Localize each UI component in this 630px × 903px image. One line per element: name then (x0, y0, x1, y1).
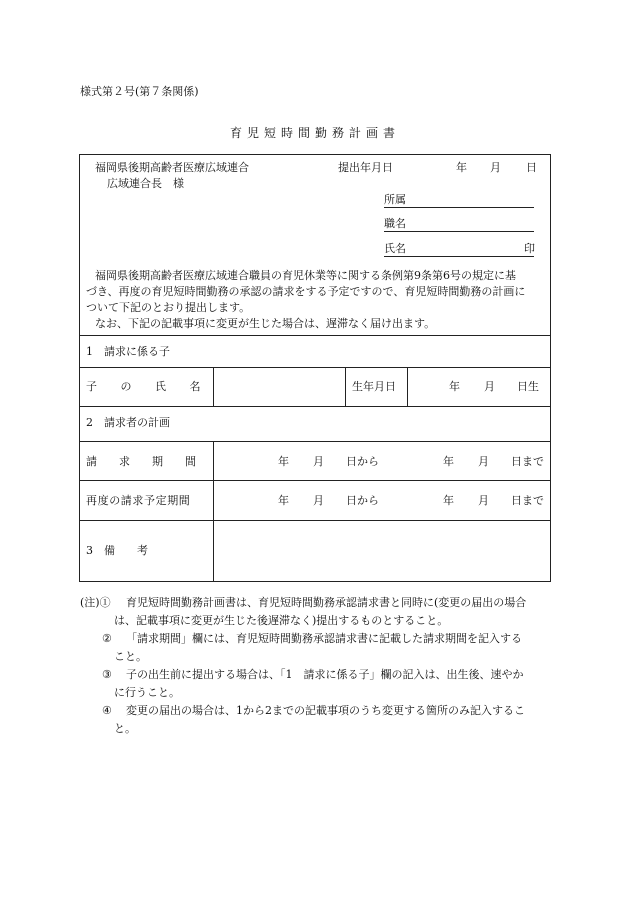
child-name-field[interactable] (223, 374, 337, 400)
note-line: 「請求期間」欄には、育児短時間勤務承認請求書に記載した請求期間を記入する (126, 632, 522, 645)
note-marker: (注)① (80, 596, 111, 609)
form-table (79, 154, 551, 582)
position-field[interactable] (384, 231, 534, 232)
re-period-start-day: 日から (346, 494, 379, 507)
submit-date-label: 提出年月日 (338, 161, 393, 174)
period-end-month: 月 (478, 455, 489, 468)
form-number-label: 様式第２号(第７条関係) (80, 85, 199, 98)
note-marker: ② (102, 632, 112, 645)
birth-year-label: 年 (449, 380, 460, 393)
birth-day-label: 日生 (517, 380, 539, 393)
seal-mark: 印 (524, 242, 535, 255)
note-line: 変更の届出の場合は、1から2までの記載事項のうち変更する箇所のみ記入するこ (126, 704, 525, 717)
divider (80, 480, 550, 481)
note-item (80, 666, 560, 702)
child-name-label: 子 の 氏 名 (86, 380, 201, 393)
re-period-end-year: 年 (443, 494, 454, 507)
note-item (80, 630, 560, 666)
divider (407, 367, 408, 406)
addressee-line2: 広域連合長 様 (107, 177, 184, 190)
re-period-start-month: 月 (313, 494, 324, 507)
note-line: は、記載事項に変更が生じた後遅滞なく)提出するものとすること。 (114, 614, 449, 627)
notes-section (80, 594, 560, 738)
section1-heading: 1 請求に係る子 (86, 345, 170, 358)
body-text-line3: ついて下記のとおり提出します。 (86, 301, 251, 314)
period-start-month: 月 (313, 455, 324, 468)
submit-month-label: 月 (490, 161, 501, 174)
note-line: と。 (114, 722, 136, 735)
period-end-day: 日まで (511, 455, 544, 468)
note-item (80, 702, 560, 738)
divider (213, 367, 214, 406)
re-period-end-day: 日まで (511, 494, 544, 507)
section3-heading: 3 備 考 (86, 544, 148, 557)
birth-month-label: 月 (484, 380, 495, 393)
divider (80, 441, 550, 442)
note-item (80, 594, 560, 630)
note-line: こと。 (114, 650, 147, 663)
divider (80, 367, 550, 368)
period-start-day: 日から (346, 455, 379, 468)
note-marker: ④ (102, 704, 112, 717)
birth-date-label: 生年月日 (352, 380, 396, 393)
re-request-period-label: 再度の請求予定期間 (86, 494, 191, 507)
affiliation-label: 所属 (384, 193, 406, 206)
period-end-year: 年 (443, 455, 454, 468)
document-title: 育児短時間勤務計画書 (229, 126, 400, 140)
divider (80, 520, 550, 521)
divider (213, 441, 214, 582)
re-period-start-year: 年 (278, 494, 289, 507)
request-period-label: 請 求 期 間 (86, 455, 196, 468)
position-label: 職名 (384, 217, 406, 230)
submit-year-label: 年 (456, 161, 467, 174)
name-label: 氏名 (384, 242, 406, 255)
divider (80, 406, 550, 407)
note-marker: ③ (102, 668, 112, 681)
body-text-line4: なお、下記の記載事項に変更が生じた場合は、遅滞なく届け出ます。 (95, 317, 436, 330)
re-period-end-month: 月 (478, 494, 489, 507)
name-field[interactable] (384, 256, 534, 257)
remarks-field[interactable] (223, 527, 543, 575)
divider (80, 335, 550, 336)
note-line: 育児短時間勤務計画書は、育児短時間勤務承認請求書と同時に(変更の届出の場合 (126, 596, 527, 609)
divider (345, 367, 346, 406)
addressee-line1: 福岡県後期高齢者医療広域連合 (95, 161, 249, 174)
note-line: 子の出生前に提出する場合は、「1 請求に係る子」欄の記入は、出生後、速やか (126, 668, 524, 681)
period-start-year: 年 (278, 455, 289, 468)
submit-day-label: 日 (526, 161, 537, 174)
body-text-line2: づき、再度の育児短時間勤務の承認の請求をする予定ですので、育児短時間勤務の計画に (86, 285, 526, 298)
note-line: に行うこと。 (114, 686, 180, 699)
body-text-line1: 福岡県後期高齢者医療広域連合職員の育児休業等に関する条例第9条第6号の規定に基 (95, 269, 516, 282)
affiliation-field[interactable] (384, 207, 534, 208)
section2-heading: 2 請求者の計画 (86, 416, 170, 429)
